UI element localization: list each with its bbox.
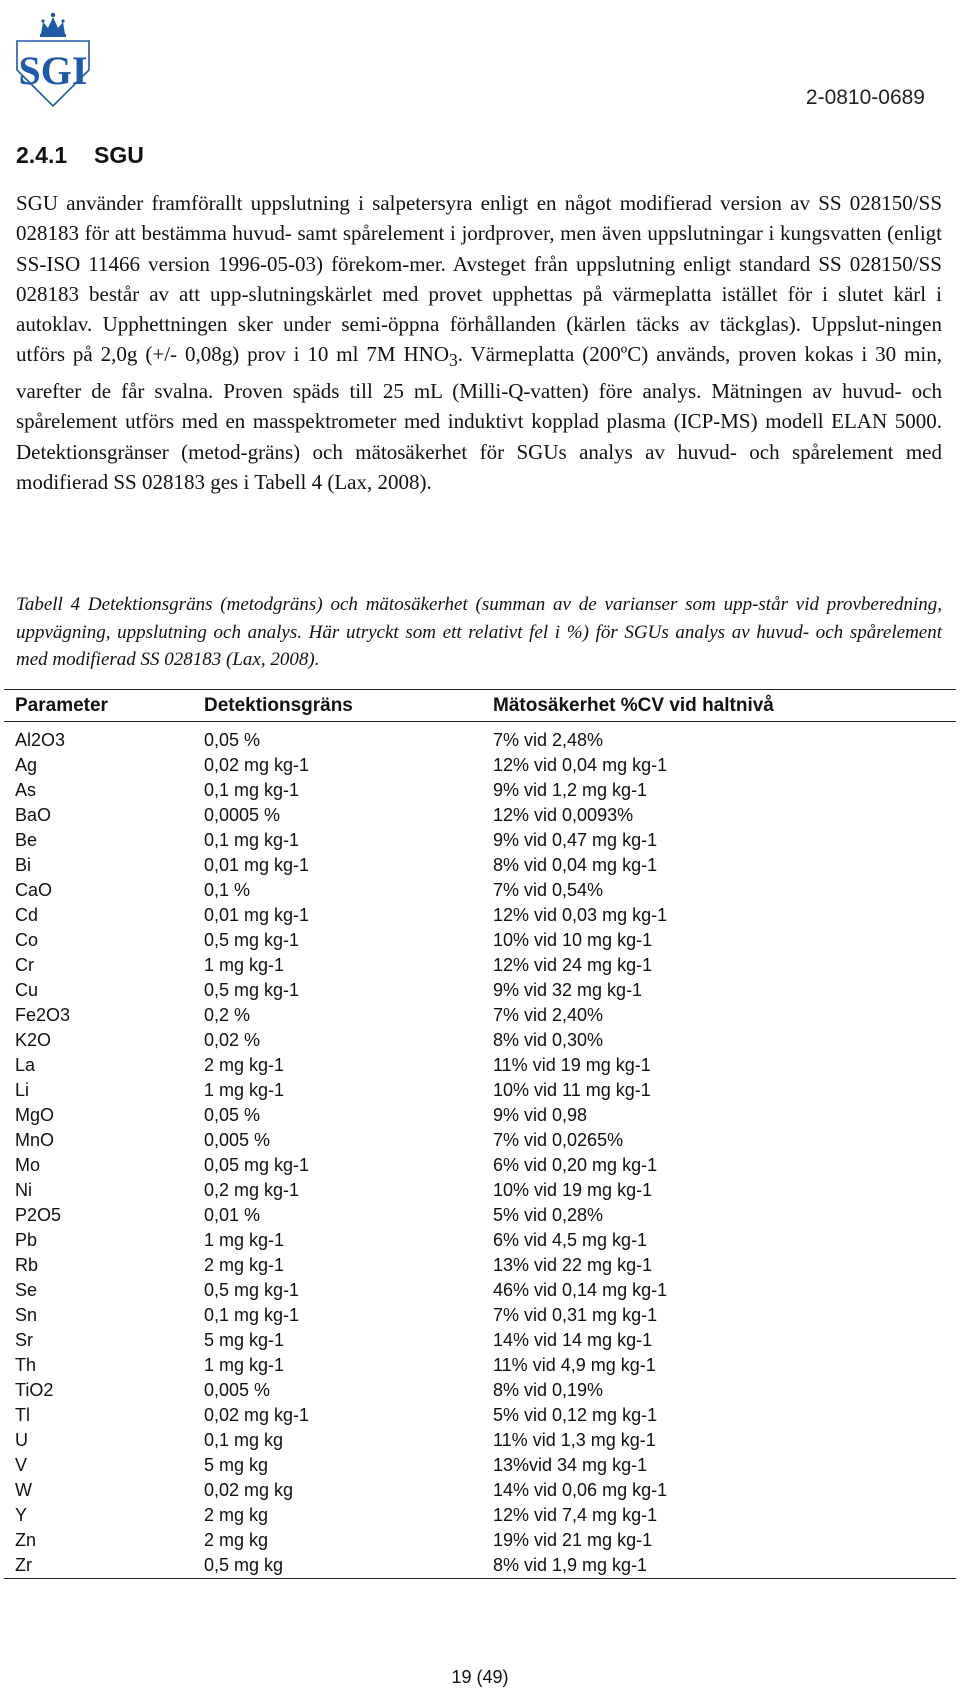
table-cell: La [15,1055,36,1075]
table-cell: 0,05 mg kg-1 [204,1155,310,1175]
table-body [4,722,956,1579]
table-row [4,1103,956,1128]
table-row [4,753,956,778]
body-paragraph [16,188,942,497]
table-row [4,1403,956,1428]
table-cell: Zr [4,1553,193,1579]
table-cell: 8% vid 1,9 mg kg-1 [482,1553,956,1579]
table-cell: 7% vid 0,54% [493,880,604,900]
table-cell: 0,05 % [204,1105,261,1125]
table-cell: 1 mg kg-1 [204,1230,285,1250]
table-cell: 5% vid 0,28% [493,1205,604,1225]
table-cell: Cr [15,955,34,975]
table-row [4,1453,956,1478]
table-row [4,1353,956,1378]
sgi-logo [13,8,93,108]
table-cell: Li [15,1080,30,1100]
table-cell: Pb [15,1230,38,1250]
table-cell: Mo [15,1155,41,1175]
table-cell: 1 mg kg-1 [204,1355,285,1375]
table-cell: 0,1 mg kg-1 [204,830,300,850]
table-cell: 0,1 mg kg [204,1430,284,1450]
table-cell: U [15,1430,28,1450]
detection-limits-table [4,689,956,1579]
table-cell: V [15,1455,28,1475]
table-cell: Tl [15,1405,30,1425]
page-number: 19 (49) [451,1667,509,1687]
table-cell: CaO [15,880,53,900]
table-cell: Fe2O3 [15,1005,71,1025]
table-cell: 2 mg kg-1 [204,1255,285,1275]
table-row [4,1428,956,1453]
section-number: 2.4.1 [16,142,68,168]
table-cell: 12% vid 0,03 mg kg-1 [493,905,668,925]
table-cell: BaO [15,805,52,825]
table-cell: 0,5 mg kg-1 [204,930,300,950]
table-row [4,1128,956,1153]
table-cell: Sr [15,1330,33,1350]
table-cell: 6% vid 0,20 mg kg-1 [493,1155,658,1175]
table-cell: 11% vid 19 mg kg-1 [493,1055,651,1075]
table-cell: 10% vid 11 mg kg-1 [493,1080,651,1100]
table-cell: 0,005 % [204,1130,271,1150]
subscript: 3 [449,350,458,371]
table-cell: 11% vid 4,9 mg kg-1 [493,1355,656,1375]
table-row [4,1203,956,1228]
table-row [4,1228,956,1253]
column-header: Mätosäkerhet %CV vid haltnivå [482,690,956,722]
table-row [4,1078,956,1103]
table-cell: Co [15,930,39,950]
table-cell: 0,5 mg kg-1 [204,1280,300,1300]
table-cell: 0,005 % [204,1380,271,1400]
table-cell: 0,5 mg kg [193,1553,482,1579]
table-row [4,853,956,878]
table-cell: 0,02 mg kg-1 [204,1405,310,1425]
table-cell: Ni [15,1180,32,1200]
table-cell: 5 mg kg [204,1455,269,1475]
table-cell: As [15,780,37,800]
table-row [4,722,956,754]
table-cell: 7% vid 0,0265% [493,1130,624,1150]
table-row [4,1478,956,1503]
table-cell: Se [15,1280,38,1300]
table-row [4,878,956,903]
table-row [4,1253,956,1278]
table-cell: 0,01 % [204,1205,261,1225]
table-cell: Al2O3 [15,730,66,750]
table-cell: 2 mg kg-1 [204,1055,285,1075]
table-cell: Sn [15,1305,38,1325]
table-row [4,1503,956,1528]
table-cell: 0,2 % [204,1005,251,1025]
document-number: 2-0810-0689 [805,86,925,109]
table-cell: Rb [15,1255,39,1275]
table-cell: 19% vid 21 mg kg-1 [493,1530,653,1550]
table-cell: 12% vid 24 mg kg-1 [493,955,653,975]
table-cell: 0,2 mg kg-1 [204,1180,300,1200]
table-cell: 0,01 mg kg-1 [204,905,310,925]
table-cell: 8% vid 0,19% [493,1380,604,1400]
table-cell: W [15,1480,32,1500]
table-cell: Cu [15,980,39,1000]
table-cell: 12% vid 0,0093% [493,805,634,825]
table-cell: 0,02 mg kg-1 [204,755,310,775]
table-header-row [4,690,956,722]
table-row [4,903,956,928]
table-cell: 13% vid 22 mg kg-1 [493,1255,653,1275]
table-cell: 9% vid 0,98 [493,1105,588,1125]
table-cell: Ag [15,755,38,775]
table-cell: 7% vid 2,40% [493,1005,604,1025]
table-row [4,803,956,828]
table-caption: Tabell 4 Detektionsgräns (metodgräns) och mätosäkerhet (summan av de varianser som upp-står vid provberedning, uppvägning, uppslutning och analys. Här utryckt som ett relativt fel i %) för SGUs analys av huvud- och spårelement med modifierad SS 028183 (Lax, 2008). [16,594,942,670]
body-text-part-1: SGU använder framförallt uppslutning i salpetersyra enligt en något modifierad version av SS 028150/SS 028183 för att bestämma huvud- samt spårelement i jordprover, men även uppslutningar i kungsvatten (enligt SS-ISO 11466 version 1996-05-03) förekom-mer. Avsteget från uppslutning enligt standard SS 028150/SS 028183 består av att upp-slutningskärlet med provet upphettas på värmeplatta istället för i slutet kärl i autoklav. Upphettningen sker under semi-öppna förhållanden (kärlen täcks av täckglas). Uppslut-ningen utförs på 2,0g (+/- 0,08g) prov i 10 ml 7M HNO [16,191,942,367]
table-cell: 12% vid 7,4 mg kg-1 [493,1505,658,1525]
table-cell: 6% vid 4,5 mg kg-1 [493,1230,648,1250]
table-cell: 5% vid 0,12 mg kg-1 [493,1405,658,1425]
table-cell: Th [15,1355,37,1375]
table-cell: 0,1 % [204,880,251,900]
table-row [4,1553,956,1579]
table-cell: TiO2 [15,1380,54,1400]
table-cell: 0,05 % [204,730,261,750]
table-cell: 9% vid 0,47 mg kg-1 [493,830,658,850]
table-row [4,778,956,803]
table-row [4,953,956,978]
table-cell: 7% vid 2,48% [493,730,604,750]
table-cell: 14% vid 14 mg kg-1 [493,1330,653,1350]
table-row [4,1328,956,1353]
table-row [4,978,956,1003]
table-cell: K2O [15,1030,52,1050]
table-cell: 0,1 mg kg-1 [204,780,300,800]
table-cell: Zn [15,1530,37,1550]
table-cell: 7% vid 0,31 mg kg-1 [493,1305,658,1325]
table-cell: 14% vid 0,06 mg kg-1 [493,1480,668,1500]
table-cell: Be [15,830,38,850]
column-header: Parameter [4,690,193,722]
logo-lettering: SGI [18,48,88,93]
table-row [4,1178,956,1203]
table-row [4,1153,956,1178]
table-cell: 2 mg kg [204,1505,269,1525]
table-row [4,1028,956,1053]
section-title: SGU [94,142,144,168]
table-cell: 11% vid 1,3 mg kg-1 [493,1430,656,1450]
table-cell: 12% vid 0,04 mg kg-1 [493,755,668,775]
table-cell: 10% vid 10 mg kg-1 [493,930,653,950]
table-row [4,1303,956,1328]
table-cell: 8% vid 0,04 mg kg-1 [493,855,658,875]
table-row [4,1378,956,1403]
table-cell: 1 mg kg-1 [204,955,285,975]
table-cell: Cd [15,905,39,925]
table-cell: 2 mg kg [204,1530,269,1550]
table-cell: MnO [15,1130,55,1150]
table-cell: 5 mg kg-1 [204,1330,285,1350]
table-cell: 10% vid 19 mg kg-1 [493,1180,653,1200]
table-row [4,1003,956,1028]
table-row [4,1278,956,1303]
table-cell: 9% vid 32 mg kg-1 [493,980,643,1000]
table-cell: 13%vid 34 mg kg-1 [493,1455,648,1475]
table-cell: 9% vid 1,2 mg kg-1 [493,780,648,800]
table-cell: 0,01 mg kg-1 [204,855,310,875]
section-heading [16,142,144,169]
table-cell: 0,0005 % [204,805,281,825]
table-cell: 0,02 mg kg [204,1480,294,1500]
crown-icon [40,13,66,37]
body-text-part-2: . Värmeplatta (200ºC) används, proven kokas i 30 min, varefter de får svalna. Proven späds till 25 mL (Milli-Q-vatten) före analys. Mätningen av huvud- och spårelement utförs med en masspektrometer med induktivt kopplad plasma (ICP-MS) modell ELAN 5000. Detektionsgränser (metod-gräns) och mätosäkerhet för SGUs analys av huvud- och spårelement med modifierad SS 028183 ges i Tabell 4 (Lax, 2008). [16,342,943,494]
table-cell: 8% vid 0,30% [493,1030,604,1050]
table-cell: Bi [15,855,32,875]
table-cell: Y [15,1505,28,1525]
table-cell: 46% vid 0,14 mg kg-1 [493,1280,668,1300]
table-cell: 1 mg kg-1 [204,1080,285,1100]
table-cell: 0,1 mg kg-1 [204,1305,300,1325]
table-row [4,1053,956,1078]
table-cell: MgO [15,1105,55,1125]
table-cell: 0,5 mg kg-1 [204,980,300,1000]
table-row [4,828,956,853]
table-cell: 0,02 % [204,1030,261,1050]
table-row [4,1528,956,1553]
table-row [4,928,956,953]
column-header: Detektionsgräns [193,690,482,722]
table-cell: P2O5 [15,1205,62,1225]
